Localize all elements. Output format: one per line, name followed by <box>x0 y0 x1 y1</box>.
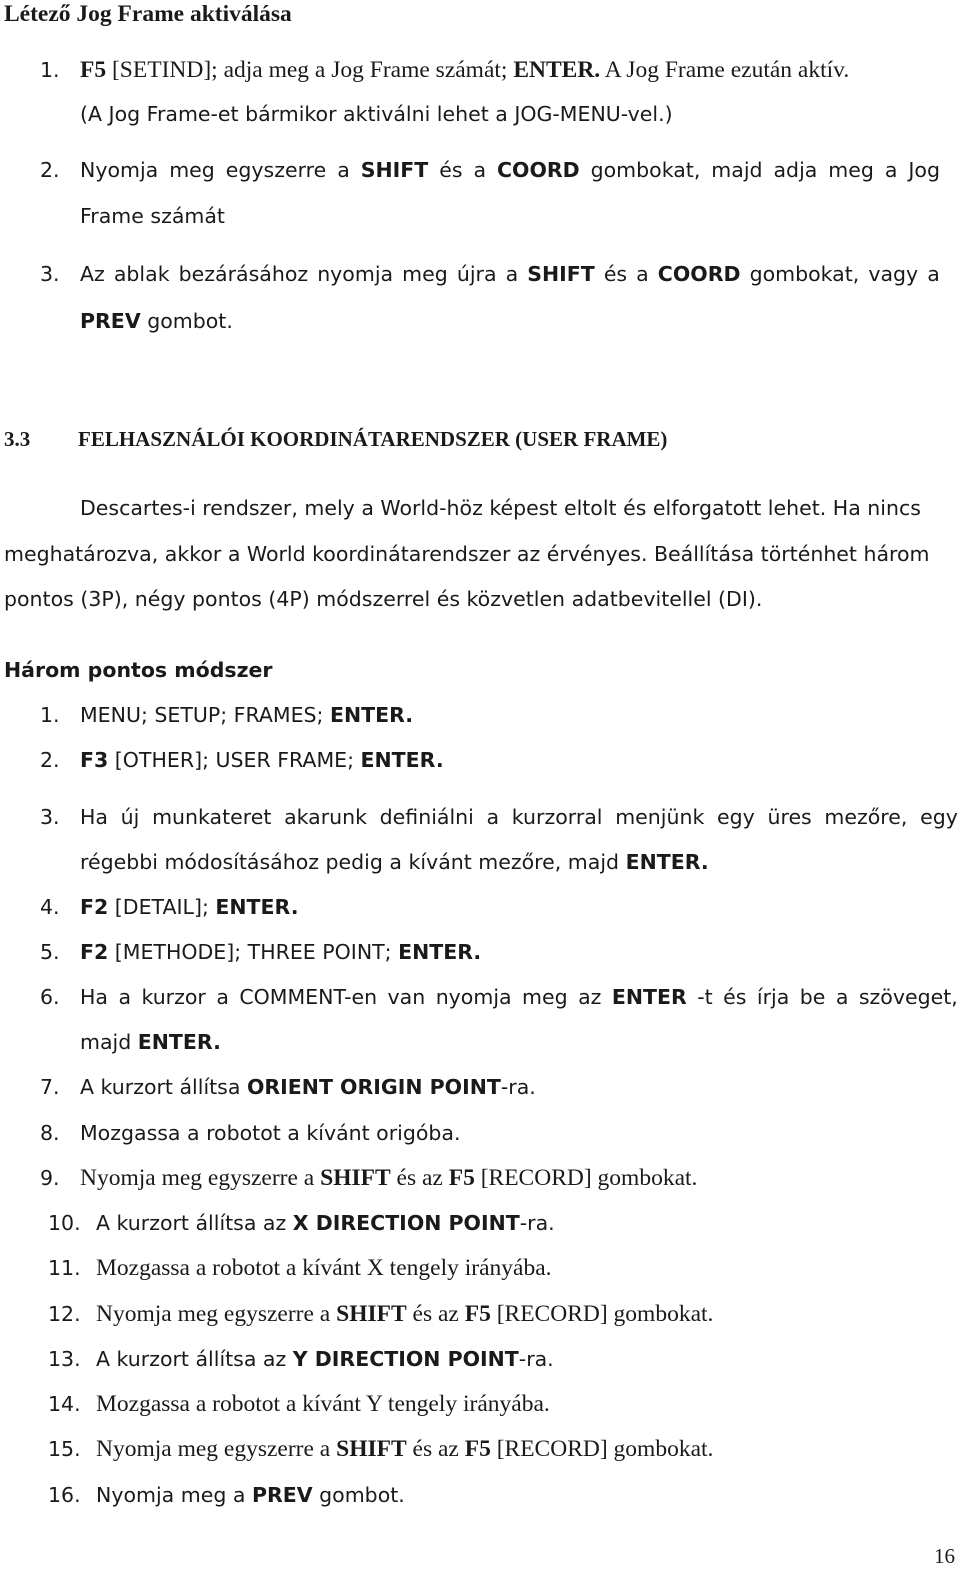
step-number: 14. <box>48 1392 81 1416</box>
step-number: 2. <box>40 748 60 772</box>
step-number: 15. <box>48 1437 81 1461</box>
step-text: Nyomja meg egyszerre a SHIFT és az F5 [RECORD] gombokat. <box>80 1165 698 1191</box>
step-text: Mozgassa a robotot a kívánt Y tengely irányába. <box>96 1391 550 1417</box>
step-number: 3. <box>40 805 60 829</box>
step-text: Nyomja meg a PREV gombot. <box>96 1483 405 1507</box>
step-number: 9. <box>40 1166 60 1190</box>
step-number: 10. <box>48 1211 81 1235</box>
step-number: 3. <box>40 262 60 286</box>
section-heading-jog-frame: Létező Jog Frame aktiválása <box>4 1 292 27</box>
step-number: 8. <box>40 1121 60 1145</box>
step-number: 1. <box>40 58 60 82</box>
step-text: F3 [OTHER]; USER FRAME; ENTER. <box>80 748 444 772</box>
section-title: FELHASZNÁLÓI KOORDINÁTARENDSZER (USER FRAME) <box>78 427 668 451</box>
step-number: 2. <box>40 158 60 182</box>
step-text: F2 [DETAIL]; ENTER. <box>80 895 299 919</box>
step-number: 5. <box>40 940 60 964</box>
step-number: 11. <box>48 1256 81 1280</box>
paragraph-line: Descartes-i rendszer, mely a World-höz képest eltolt és elforgatott lehet. Ha nincs <box>80 496 921 520</box>
page-number: 16 <box>934 1544 955 1568</box>
step-text: A kurzort állítsa az Y DIRECTION POINT-ra. <box>96 1347 554 1371</box>
step-text: Frame számát <box>80 204 225 228</box>
paragraph-line: pontos (3P), négy pontos (4P) módszerrel és közvetlen adatbevitellel (DI). <box>4 587 763 611</box>
step-text: régebbi módosításához pedig a kívánt mezőre, majd ENTER. <box>80 850 709 874</box>
step-text: MENU; SETUP; FRAMES; ENTER. <box>80 703 414 727</box>
step-number: 16. <box>48 1483 81 1507</box>
step-text: Nyomja meg egyszerre a SHIFT és a COORD gombokat, majd adja meg a Jog <box>80 158 940 182</box>
step-text: A kurzort állítsa az X DIRECTION POINT-ra. <box>96 1211 555 1235</box>
step-number: 1. <box>40 703 60 727</box>
step-number: 7. <box>40 1075 60 1099</box>
step-text: Nyomja meg egyszerre a SHIFT és az F5 [RECORD] gombokat. <box>96 1301 714 1327</box>
subheading: Három pontos módszer <box>4 658 273 682</box>
step-text: Az ablak bezárásához nyomja meg újra a SHIFT és a COORD gombokat, vagy a <box>80 262 940 286</box>
step-number: 12. <box>48 1302 81 1326</box>
step-text: A kurzort állítsa ORIENT ORIGIN POINT-ra. <box>80 1075 536 1099</box>
step-text: Mozgassa a robotot a kívánt origóba. <box>80 1121 461 1145</box>
step-text: F5 [SETIND]; adja meg a Jog Frame számát; ENTER. A Jog Frame ezután aktív. <box>80 57 850 83</box>
paragraph-line: meghatározva, akkor a World koordinátarendszer az érvényes. Beállítása történhet három <box>4 542 930 566</box>
step-text: Ha új munkateret akarunk definiálni a kurzorral menjünk egy üres mezőre, egy <box>80 805 958 829</box>
step-number: 4. <box>40 895 60 919</box>
step-number: 13. <box>48 1347 81 1371</box>
step-text: PREV gombot. <box>80 309 233 333</box>
step-text: F2 [METHODE]; THREE POINT; ENTER. <box>80 940 482 964</box>
step-text: Ha a kurzor a COMMENT-en van nyomja meg az ENTER -t és írja be a szöveget, <box>80 985 958 1009</box>
step-text: Mozgassa a robotot a kívánt X tengely irányába. <box>96 1255 552 1281</box>
section-number: 3.3 <box>4 427 31 451</box>
step-text: Nyomja meg egyszerre a SHIFT és az F5 [RECORD] gombokat. <box>96 1436 714 1462</box>
step-number: 6. <box>40 985 60 1009</box>
step-text: majd ENTER. <box>80 1030 221 1054</box>
step-text: (A Jog Frame-et bármikor aktiválni lehet a JOG-MENU-vel.) <box>80 102 673 126</box>
